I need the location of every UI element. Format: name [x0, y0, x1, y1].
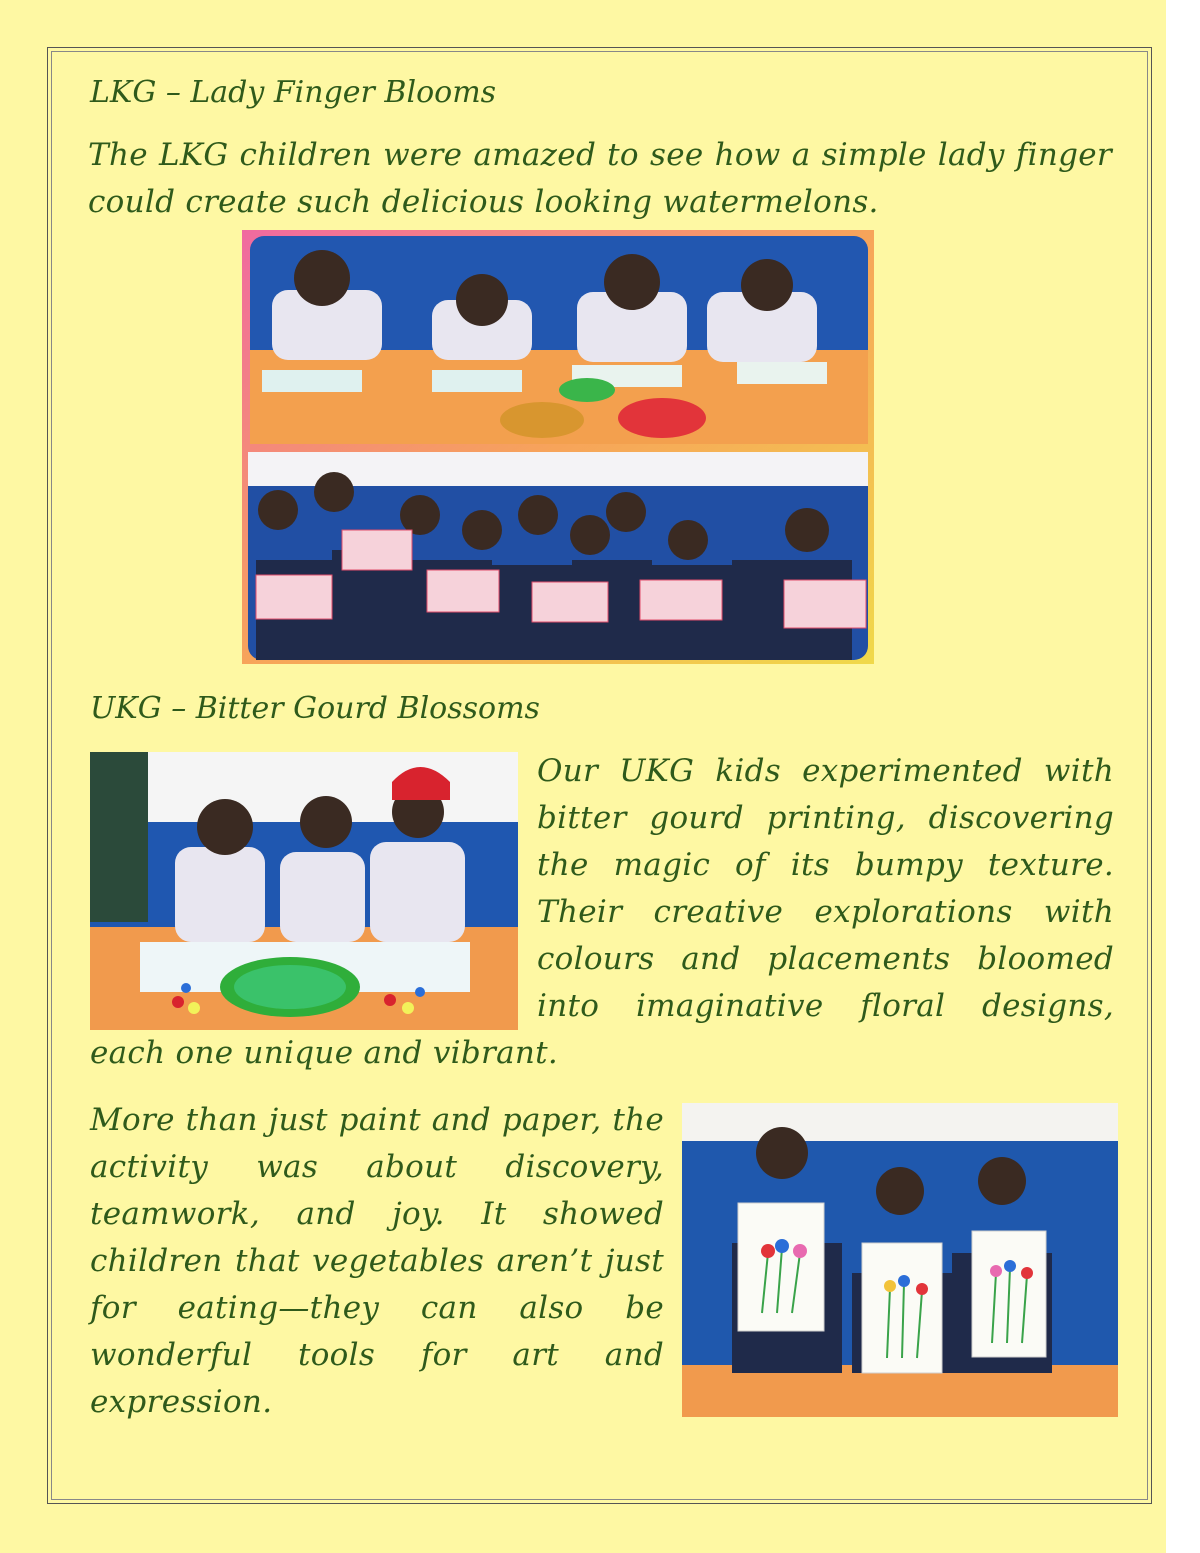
closing-paragraph: More than just paint and paper, the activity was about discovery, teamwork, and joy. It showed children that vegetables aren’t just for eating—they can also be wonderful tools for art and expression.	[90, 1102, 664, 1420]
ukg-paragraph-text: Our UKG kids experimented with bitter gourd printing, discovering the magic of its bumpy texture. Their creative explorations with colours and placements bloomed into imaginative floral designs, each one unique and vibrant.	[90, 753, 1114, 1071]
closing-photo	[682, 1103, 1118, 1417]
lkg-photo-collage	[242, 230, 874, 664]
ukg-photo-spacer	[90, 748, 537, 1030]
lkg-paragraph: The LKG children were amazed to see how a simple lady finger could create such delicious looking watermelons.	[88, 137, 1112, 220]
ukg-paragraph	[90, 748, 1114, 1077]
lkg-heading: LKG – Lady Finger Blooms	[90, 75, 497, 110]
ukg-heading: UKG – Bitter Gourd Blossoms	[90, 691, 540, 726]
